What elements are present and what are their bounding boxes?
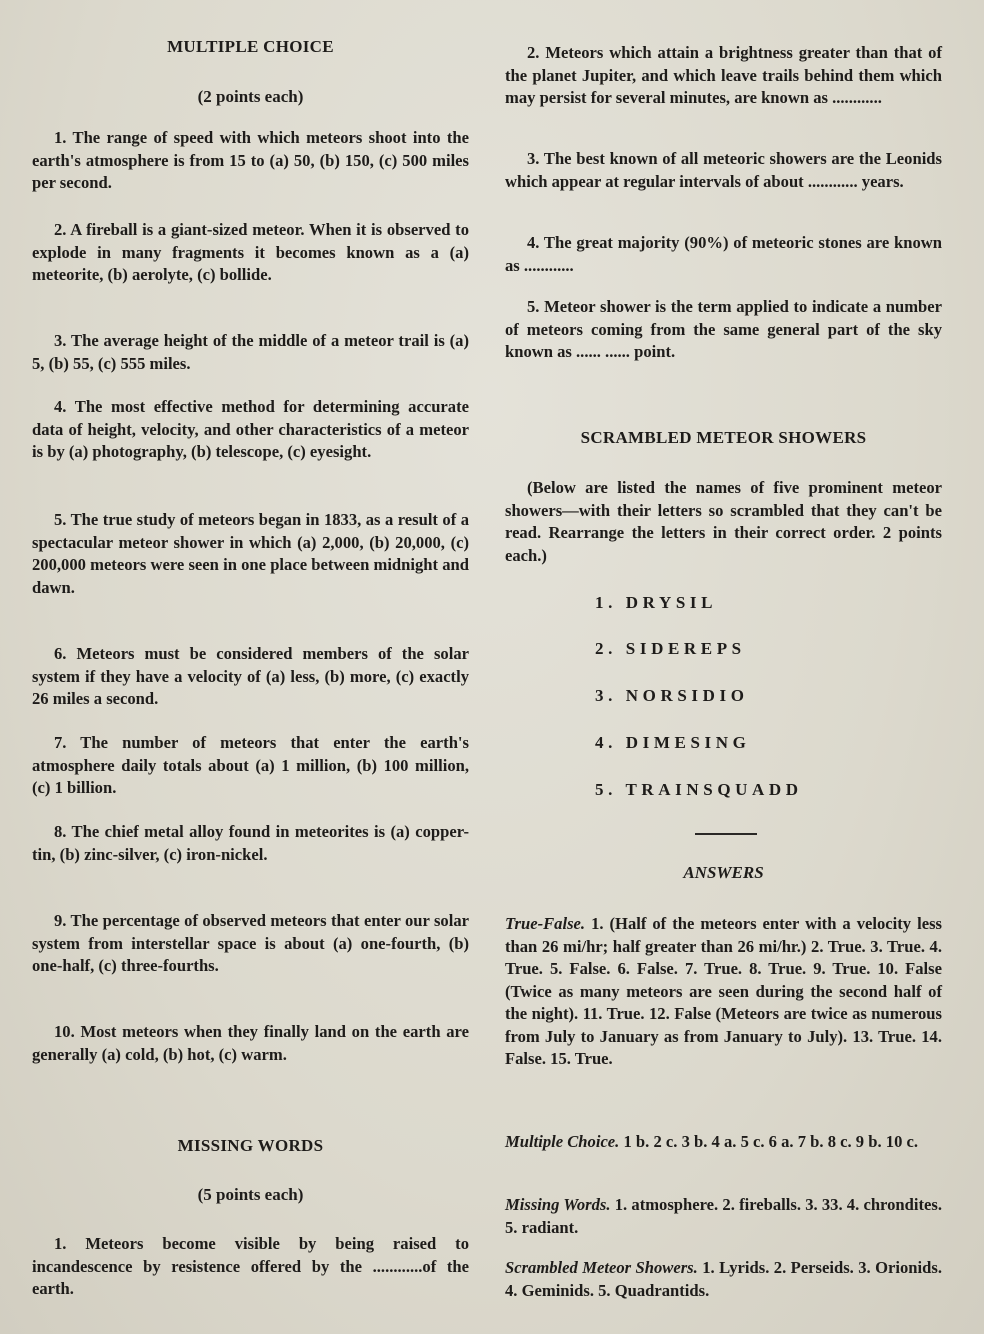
scrambled-intro: (Below are listed the names of five prominent meteor showers—with their letters so scrambled that they can't be read. Rearrange the letters in their correct order. 2 points each.) xyxy=(505,478,942,565)
answers-true-false xyxy=(505,913,942,1071)
answers-missing-words-text: 1. atmosphere. 2. fireballs. 3. 33. 4. chrondites. 5. radiant. xyxy=(505,1195,942,1237)
mc-question-10: 10. Most meteors when they finally land on the earth are generally (a) cold, (b) hot, (c) warm. xyxy=(32,1022,469,1064)
mc-question-9: 9. The percentage of observed meteors that enter our solar system from interstellar space is about (a) one-fourth, (b) one-half, (c) three-fourths. xyxy=(32,911,469,975)
mc-question-7: 7. The number of meteors that enter the earth's atmosphere daily totals about (a) 1 million, (b) 100 million, (c) 1 billion. xyxy=(32,733,469,797)
scrambled-item-1: 1. DRYSIL xyxy=(595,593,718,612)
answers-scrambled-label: Scrambled Meteor Showers. xyxy=(505,1258,698,1277)
missing-words-heading: MISSING WORDS xyxy=(177,1136,324,1155)
mc-question-8: 8. The chief metal alloy found in meteorites is (a) copper-tin, (b) zinc-silver, (c) iron-nickel. xyxy=(32,822,469,864)
answers-heading: ANSWERS xyxy=(683,863,764,882)
mc-question-3: 3. The average height of the middle of a meteor trail is (a) 5, (b) 55, (c) 555 miles. xyxy=(32,331,469,373)
answers-true-false-label: True-False. xyxy=(505,914,586,933)
answers-multiple-choice xyxy=(505,1131,942,1154)
scrambled-item-2: 2. SIDEREPS xyxy=(595,639,746,658)
mc-question-5: 5. The true study of meteors began in 1833, as a result of a spectacular meteor shower in which (a) 2,000, (b) 20,000, (c) 200,000 meteors were seen in one place between midnight and dawn. xyxy=(32,510,469,597)
mw-question-2: 2. Meteors which attain a brightness greater than that of the planet Jupiter, and which leave trails behind them which may persist for several minutes, are known as ............ xyxy=(505,43,942,107)
answers-missing-words-label: Missing Words. xyxy=(505,1195,611,1214)
answers-scrambled xyxy=(505,1257,942,1302)
mw-question-5: 5. Meteor shower is the term applied to indicate a number of meteors coming from the same general part of the sky known as ...... ...... point. xyxy=(505,297,942,361)
answers-multiple-choice-text: 1 b. 2 c. 3 b. 4 a. 5 c. 6 a. 7 b. 8 c. 9 b. 10 c. xyxy=(623,1132,919,1151)
mc-question-1: 1. The range of speed with which meteors shoot into the earth's atmosphere is from 15 to (a) 50, (b) 150, (c) 500 miles per second. xyxy=(32,128,469,192)
section-divider xyxy=(695,833,757,835)
mw-question-1: 1. Meteors become visible by being raised to incandescence by resistence offered by the ............of the earth. xyxy=(32,1234,469,1298)
answers-multiple-choice-label: Multiple Choice. xyxy=(505,1132,620,1151)
mw-question-3: 3. The best known of all meteoric showers are the Leonids which appear at regular intervals of about ............ years. xyxy=(505,149,942,191)
multiple-choice-heading: MULTIPLE CHOICE xyxy=(167,37,334,56)
scrambled-heading: SCRAMBLED METEOR SHOWERS xyxy=(580,428,867,447)
multiple-choice-points: (2 points each) xyxy=(197,87,304,106)
answers-missing-words xyxy=(505,1194,942,1239)
scrambled-item-5: 5. TRAINSQUADD xyxy=(595,780,803,799)
mc-question-4: 4. The most effective method for determining accurate data of height, velocity, and other characteristics of a meteor is by (a) photography, (b) telescope, (c) eyesight. xyxy=(32,397,469,461)
mw-question-4: 4. The great majority (90%) of meteoric stones are known as ............ xyxy=(505,233,942,275)
answers-true-false-text: 1. (Half of the meteors enter with a velocity less than 26 mi/hr; half greater than 26 mi/hr.) 2. True. 3. True. 4. True. 5. False. 6. False. 7. True. 8. True. 9. True. 10. False (Twice as many meteors are seen during the second half of the night). 11. True. 12. False (Meteors are twice as numerous from July to January as from January to July). 13. True. 14. False. 15. True. xyxy=(505,914,942,1068)
scrambled-item-4: 4. DIMESING xyxy=(595,733,751,752)
answers-scrambled-text: 1. Lyrids. 2. Perseids. 3. Orionids. 4. Geminids. 5. Quadrantids. xyxy=(505,1258,942,1300)
mc-question-6: 6. Meteors must be considered members of the solar system if they have a velocity of (a) less, (b) more, (c) exactly 26 miles a second. xyxy=(32,644,469,708)
mc-question-2: 2. A fireball is a giant-sized meteor. When it is observed to explode in many fragments it becomes known as a (a) meteorite, (b) aerolyte, (c) bollide. xyxy=(32,220,469,284)
scrambled-item-3: 3. NORSIDIO xyxy=(595,686,749,705)
missing-words-points: (5 points each) xyxy=(197,1185,304,1204)
